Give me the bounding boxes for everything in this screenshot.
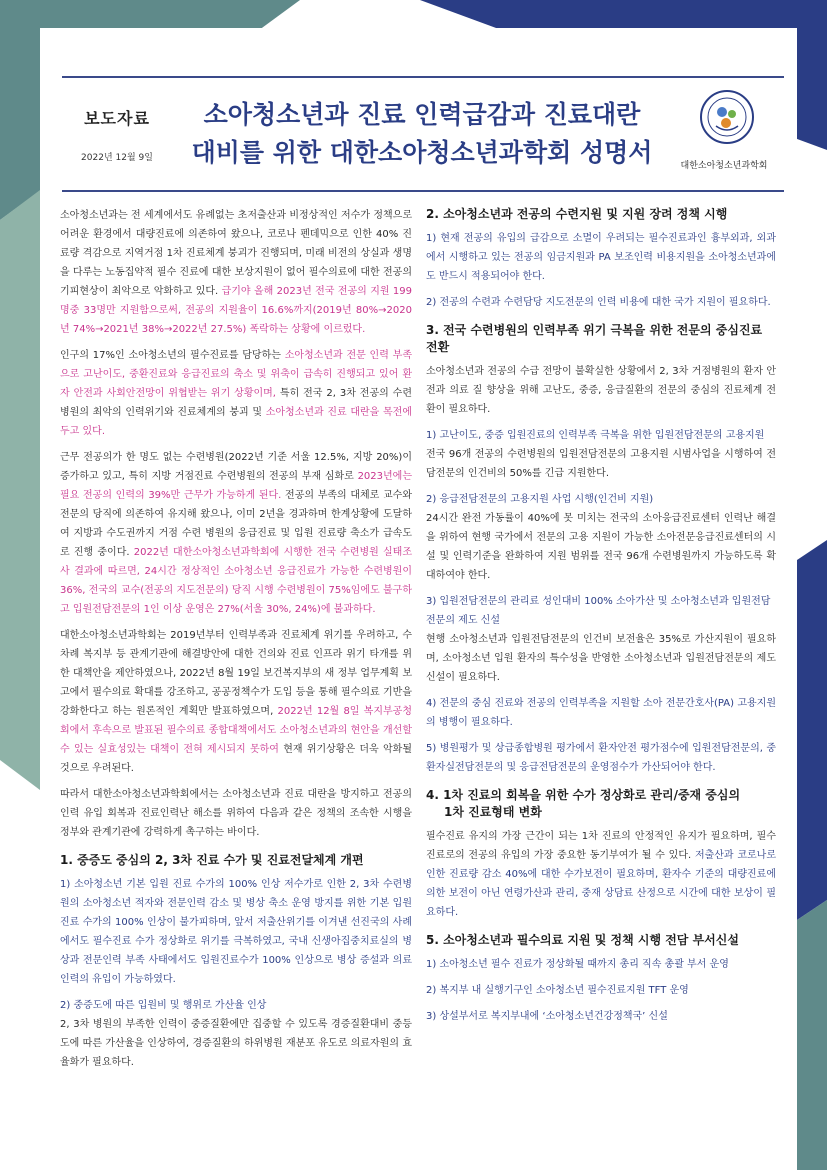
section-1-item-2-heading: 2) 중증도에 따른 입원비 및 행위로 가산율 인상 (60, 1000, 267, 1011)
section-4-body (426, 827, 776, 922)
paragraph-5: 따라서 대한소아청소년과학회에서는 소아청소년과 진료 대란을 방지하고 전공의 인력 유입 회복과 진료인력난 해소를 위하여 다음과 같은 정책의 조속한 시행을 정부와 관계기관에 강력하게 촉구하는 바이다. (60, 789, 412, 838)
paragraph-4 (60, 626, 412, 778)
section-4-heading-line-2: 1차 진료형태 변화 (444, 805, 542, 819)
society-name: 대한소아청소년과학회 (680, 161, 768, 171)
p2-highlight-1: 소아청소년과 전문 인력 부족으로 고난이도, 중환진료와 응급진료의 축소 및 위축이 급속히 진행되고 있어 환자 안전과 사회안전망이 위협받는 위기 상황이며, (60, 350, 412, 399)
section-3-item-4: 4) 전문의 중심 진료와 전공의 인력부족을 지원할 소아 전문간호사(PA) 고용지원의 병행이 필요하다. (426, 698, 776, 728)
section-1-item-2-body: 2, 3차 병원의 부족한 인력이 중증질환에만 집중할 수 있도록 경증질환대비 중등도에 따른 가산율을 인상하여, 경증질환의 하위병원 재분포 유도로 의료자원의 효율화가 필요하다. (60, 1019, 412, 1068)
document-header (62, 76, 784, 192)
page-title (182, 96, 662, 172)
p2-highlight-2: 소아청소년과 진료 대란을 목전에 두고 있다. (60, 407, 412, 437)
section-3-item-2-body: 24시간 완전 가동률이 40%에 못 미치는 전국의 소아응급진료센터 인력난 해결을 위하여 현행 국가에서 전문의 고용 지원이 가능한 소아전문응급진료센터의 시설 및 인력기준을 완화하여 지원 범위를 전국 96개 수련병원까지 가능하도록 확대하여야 한다. (426, 513, 776, 581)
section-3-item-3-heading: 3) 입원전담전문의 관리료 성인대비 100% 소아가산 및 소아청소년과 입원전담전문의 제도 신설 (426, 596, 771, 626)
paragraph-3 (60, 448, 412, 619)
paragraph-1 (60, 206, 412, 339)
section-1-heading: 1. 중증도 중심의 2, 3차 진료 수가 및 진료전달체계 개편 (60, 853, 364, 867)
section-3-heading: 3. 전국 수련병원의 인력부족 위기 극복을 위한 전문의 중심진료 전환 (426, 323, 763, 354)
p3-text-2: 전공의 부족의 대체로 교수와 전문의 당직에 의존하여 유지해 왔으나, 이미 2년을 경과하며 한계상황에 도달하여 지방과 수도권까지 거점 수련 병원의 응급진료 및 입원 진료량 축소가 급속도로 진행 중이다. (60, 490, 412, 558)
section-2-item-1: 1) 현재 전공의 유입의 급감으로 소멸이 우려되는 필수진료과인 흉부외과, 외과에서 시행하고 있는 전공의 임금지원과 PA 보조인력 비용지원을 소아청소년과에도 반드시 적용되어야 한다. (426, 233, 776, 282)
document-page (40, 28, 797, 1144)
p3-text: 근무 전공의가 한 명도 없는 수련병원(2022년 기준 서울 12.5%, 지방 20%)이 증가하고 있고, 특히 지방 거점진료 수련병원의 전공의 부재 심화로 (60, 452, 412, 482)
sage-band-left (0, 190, 40, 790)
section-3-intro: 소아청소년과 전공의 수급 전망이 불확실한 상황에서 2, 3차 거점병원의 환자 안전과 의료 질 향상을 위해 고난도, 중증, 응급질환의 전문의 중심의 진료체계 전환이 필요하다. (426, 366, 776, 415)
section-5-item-1: 1) 소아청소년 필수 진료가 정상화될 때까지 총리 직속 총괄 부서 운영 (426, 959, 729, 970)
section-3-item-1-body: 전국 96개 전공의 수련병원의 입원전담전문의 고용지원 시범사업을 시행하여 전담전문의 인건비의 50%를 긴급 지원한다. (426, 449, 776, 479)
section-3-item-3-body: 현행 소아청소년과 입원전담전문의 인건비 보전율은 35%로 가산지원이 필요하며, 소아청소년 입원 환자의 특수성을 반영한 소아청소년과 입원전담전문의 제도 신설이 필요하다. (426, 634, 776, 683)
society-logo (700, 90, 754, 144)
title-line-2: 대비를 위한 대한소아청소년과학회 성명서 (191, 138, 653, 167)
paragraph-2 (60, 346, 412, 441)
section-2-heading: 2. 소아청소년과 전공의 수련지원 및 지원 장려 정책 시행 (426, 207, 728, 221)
section-3-item-2-heading: 2) 응급전담전문의 고용지원 사업 시행(인건비 지원) (426, 494, 654, 505)
section-4-heading (426, 787, 776, 821)
p4-text: 대한소아청소년과학회는 2019년부터 인력부족과 진료체계 위기를 우려하고, 수차례 복지부 등 관계기관에 해결방안에 대한 건의와 진료 인프라 위기 타개를 위한 대책안을 제안하였으나, 2022년 8월 19일 보건복지부의 새 정부 업무계획 보고에서 필수의료 확대를 강조하고, 공공정책수가 도입 등을 통해 필수의료 기반을 강화한다고 하는 원론적인 계획만 발표하였으며, (60, 630, 412, 717)
p2-text: 인구의 17%인 소아청소년의 필수진료를 담당하는 (60, 350, 285, 361)
section-3-item-5: 5) 병원평가 및 상급종합병원 평가에서 환자안전 평가점수에 입원전담전문의, 중환자실전담전문의 및 응급전담전문의 운영점수가 가산되어야 한다. (426, 743, 776, 773)
society-logo-block (664, 78, 784, 190)
p4-text-2: 현재 위기상황은 더욱 악화될 것으로 우려된다. (60, 744, 412, 774)
p4-highlight: 2022년 12월 8일 복지부공청회에서 후속으로 발표된 필수의료 종합대책에서도 소아청소년과의 현안을 개선할 수 있는 실효성있는 대책이 전혀 제시되지 못하여 (60, 706, 412, 755)
release-date: 2022년 12월 9일 (81, 153, 153, 163)
right-column (426, 206, 776, 1033)
section-3-item-1-heading: 1) 고난이도, 중증 입원진료의 인력부족 극복을 위한 입원전담전문의 고용지원 (426, 430, 765, 441)
p1-text: 소아청소년과는 전 세계에서도 유례없는 초저출산과 비정상적인 저수가 정책으로 어려운 환경에서 대량진료에 의존하여 왔으나, 코로나 펜데믹으로 인한 40% 진료량 격감으로 지역거점 1차 진료체계 붕괴가 진행되며, 미래 비전의 상실과 생명을 다루는 노동집약적 필수 진료에 대한 보상지원이 없어 필수의료에 대한 전공의 기피현상이 최악으로 악화하고 있다. (60, 210, 412, 297)
title-line-1: 소아청소년과 진료 인력급감과 진료대란 (203, 100, 641, 129)
section-5-heading: 5. 소아청소년과 필수의료 지원 및 정책 시행 전담 부서신설 (426, 933, 739, 947)
section-2-item-2: 2) 전공의 수련과 수련담당 지도전문의 인력 비용에 대한 국가 지원이 필요하다. (426, 297, 771, 308)
section-4-heading-line-1: 4. 1차 진료의 회복을 위한 수가 정상화로 관리/중재 중심의 (426, 788, 741, 802)
press-release-block (62, 78, 172, 190)
p2-text-2: 특히 전국 2, 3차 전공의 수련병원의 최악의 인력위기와 진료체계의 붕괴 및 (60, 388, 413, 418)
section-4-text: 필수진료 유지의 가장 근간이 되는 1차 진료의 안정적인 유지가 필요하며, 필수진료로의 전공의 유입의 가장 중요한 동기부여가 될 수 있다. (426, 831, 776, 861)
p3-highlight-2: 2022년 대한소아청소년과학회에 시행한 전국 수련병원 실태조사 결과에 따르면, 24시간 정상적인 소아청소년 응급진료가 가능한 수련병원이 36%, 전국의 교수(전공의 지도전문의) 당직 시행 수련병원이 75%임에도 불구하고 입원전담전문의 1인 이상 운영은 27%(서울 30%, 24%)에 불과하다. (60, 547, 412, 615)
section-1-item-1: 1) 소아청소년 기본 입원 진료 수가의 100% 인상 저수가로 인한 2, 3차 수련병원의 소아청소년 적자와 전문인력 감소 및 병상 축소 운영 방지를 위한 기본 입원진료 수가의 100% 인상이 불가피하며, 앞서 저출산위기를 이겨낸 선진국의 사례에서도 필수진료 수가 정상화로 위기를 극복하였고, 국내 신생아집중치료실의 병상과 전문인력 부족 사태에서도 입원진료수가 100% 인상으로 병상 증설과 의료인력의 유입이 가능하였다. (60, 879, 412, 985)
society-emblem-icon (702, 92, 752, 142)
p1-highlight: 급기야 올해 2023년 전국 전공의 지원 199명중 33명만 지원함으로써, 전공의 지원율이 16.6%까지(2019년 80%→2020년 74%→2021년 38%→2022년 27.5%) 폭락하는 상황에 이르렀다. (60, 286, 412, 335)
p3-highlight-1: 2023년에는 필요 전공의 인력의 39%만 근무가 가능하게 된다. (60, 471, 412, 501)
section-4-highlight: 저출산과 코로나로 인한 진료량 감소 40%에 대한 수가보전이 필요하며, 환자수 기준의 대량진료에 의한 보전이 아닌 연령가산과 관리, 중재 상담료 산정으로 시간에 대한 보상이 필요하다. (426, 850, 776, 918)
section-5-item-2: 2) 복지부 내 실행기구인 소아청소년 필수진료지원 TFT 운영 (426, 985, 689, 996)
press-release-label: 보도자료 (84, 109, 150, 128)
section-5-item-3: 3) 상설부서로 복지부내에 ‘소아청소년건강정책국’ 신설 (426, 1011, 668, 1022)
teal-band-right (797, 900, 827, 1170)
navy-band-right (797, 540, 827, 920)
left-column (60, 206, 412, 1079)
